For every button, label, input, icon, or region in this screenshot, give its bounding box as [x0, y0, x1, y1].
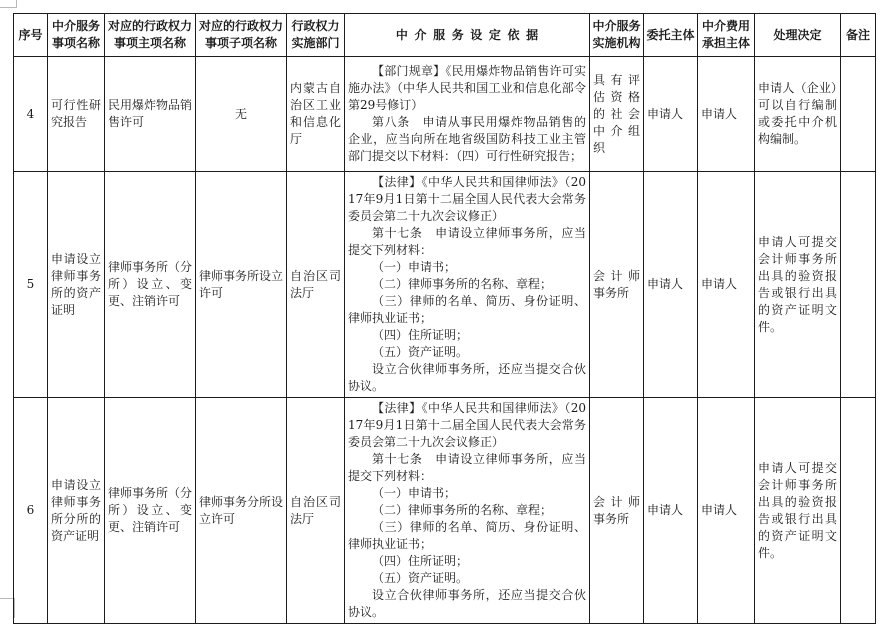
- page-edge-artifact-top-horizontal: [0, 7, 17, 8]
- cell-fee-bearer: 申请人: [698, 398, 755, 624]
- basis-paragraph: （三）律师的名单、简历、身份证明、律师执业证书；: [348, 294, 586, 325]
- cell-remark: [841, 57, 876, 172]
- col-header-decision: 处理决定: [755, 14, 841, 57]
- basis-paragraph: （二）律师事务所的名称、章程；: [372, 503, 553, 517]
- cell-principal: 申请人: [644, 57, 698, 172]
- cell-agency: 会计师事务所: [590, 398, 644, 624]
- cell-decision: 申请人（企业）可以自行编制或委托中介机构编制。: [755, 57, 841, 172]
- cell-sub-item: 无: [196, 57, 287, 172]
- cell-seq: 4: [14, 57, 48, 172]
- basis-paragraph: 第八条 申请从事民用爆炸物品销售的企业，应当向所在地省级国防科技工业主管部门提交以下材料：（四）可行性研究报告；: [348, 115, 586, 163]
- basis-paragraph: （四）住所证明；: [372, 554, 469, 568]
- basis-paragraph: 【部门规章】《民用爆炸物品销售许可实施办法》（中华人民共和国工业和信息化部令第29号修订）: [348, 64, 586, 112]
- basis-paragraph: （三）律师的名单、简历、身份证明、律师执业证书；: [348, 520, 586, 551]
- cell-main-item: 律师事务所（分所）设立、变更、注销许可: [105, 398, 196, 624]
- cell-basis: [345, 172, 590, 398]
- cell-sub-item: 律师事务所设立许可: [196, 172, 287, 398]
- col-header-basis: 中介服务设定依据: [345, 14, 590, 57]
- col-header-department: 行政权力实施部门: [287, 14, 345, 57]
- basis-paragraph: 【法律】《中华人民共和国律师法》（2017年9月1日第十二届全国人民代表大会常务委员会第二十九次会议修正）: [348, 401, 586, 449]
- basis-paragraph: （一）申请书；: [372, 260, 457, 274]
- cell-decision: 申请人可提交会计师事务所出具的验资报告或银行出具的资产证明文件。: [755, 398, 841, 624]
- table-row: [14, 398, 876, 624]
- col-header-main-item: 对应的行政权力事项主项名称: [105, 14, 196, 57]
- cell-remark: [841, 172, 876, 398]
- cell-basis: [345, 398, 590, 624]
- cell-service-name: 申请设立律师事务所的资产证明: [48, 172, 105, 398]
- basis-paragraph: 第十七条 申请设立律师事务所，应当提交下列材料：: [348, 226, 586, 257]
- page-edge-artifact-top-vertical: [16, 0, 17, 8]
- cell-department: 自治区司法厅: [287, 172, 345, 398]
- cell-department: 内蒙古自治区工业和信息化厅: [287, 57, 345, 172]
- cell-remark: [841, 398, 876, 624]
- cell-main-item: 民用爆炸物品销售许可: [105, 57, 196, 172]
- table-row: [14, 57, 876, 172]
- basis-paragraph: （一）申请书；: [372, 486, 457, 500]
- col-header-principal: 委托主体: [644, 14, 698, 57]
- col-header-remark: 备注: [841, 14, 876, 57]
- table-header-row: [14, 14, 876, 57]
- basis-paragraph: （二）律师事务所的名称、章程；: [372, 277, 553, 291]
- cell-main-item: 律师事务所（分所）设立、变更、注销许可: [105, 172, 196, 398]
- intermediary-services-table: [13, 13, 876, 624]
- cell-department: 自治区司法厅: [287, 398, 345, 624]
- col-header-sub-item: 对应的行政权力事项子项名称: [196, 14, 287, 57]
- cell-principal: 申请人: [644, 398, 698, 624]
- cell-decision: 申请人可提交会计师事务所出具的验资报告或银行出具的资产证明文件。: [755, 172, 841, 398]
- cell-agency: 具有评估资格的社会中介组织: [590, 57, 644, 172]
- basis-paragraph: （五）资产证明。: [372, 571, 469, 585]
- cell-fee-bearer: 申请人: [698, 172, 755, 398]
- cell-seq: 5: [14, 172, 48, 398]
- col-header-agency: 中介服务实施机构: [590, 14, 644, 57]
- col-header-service-name: 中介服务事项名称: [48, 14, 105, 57]
- basis-paragraph: （四）住所证明；: [372, 328, 469, 342]
- basis-paragraph: 设立合伙律师事务所，还应当提交合伙协议。: [348, 362, 586, 393]
- basis-paragraph: 设立合伙律师事务所，还应当提交合伙协议。: [348, 588, 586, 619]
- table-row: [14, 172, 876, 398]
- page-edge-artifact-bottom-horizontal: [0, 598, 14, 599]
- cell-basis: [345, 57, 590, 172]
- col-header-fee-bearer: 中介费用承担主体: [698, 14, 755, 57]
- cell-service-name: 可行性研究报告: [48, 57, 105, 172]
- cell-principal: 申请人: [644, 172, 698, 398]
- cell-agency: 会计师事务所: [590, 172, 644, 398]
- cell-seq: 6: [14, 398, 48, 624]
- cell-service-name: 申请设立律师事务所分所的资产证明: [48, 398, 105, 624]
- basis-paragraph: 第十七条 申请设立律师事务所，应当提交下列材料：: [348, 452, 586, 483]
- col-header-seq: 序号: [14, 14, 48, 57]
- basis-paragraph: 【法律】《中华人民共和国律师法》（2017年9月1日第十二届全国人民代表大会常务委员会第二十九次会议修正）: [348, 175, 586, 223]
- basis-paragraph: （五）资产证明。: [372, 345, 469, 359]
- cell-sub-item: 律师事务分所设立许可: [196, 398, 287, 624]
- cell-fee-bearer: 申请人: [698, 57, 755, 172]
